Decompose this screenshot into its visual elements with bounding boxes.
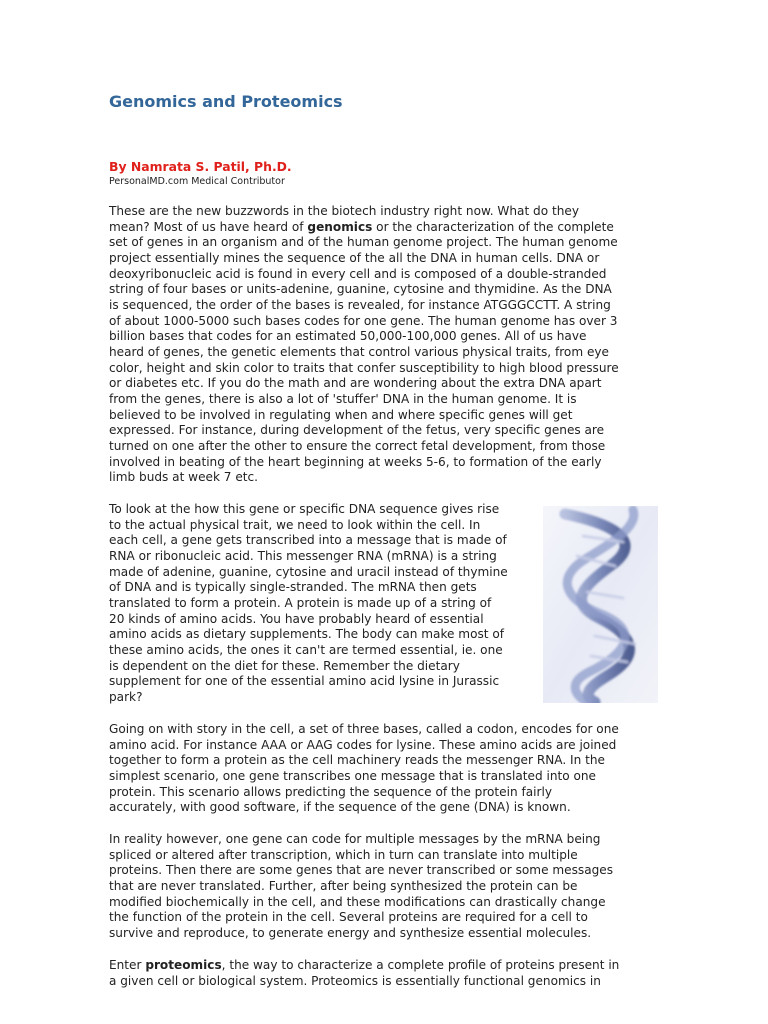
text-run: to the actual physical trait, we need to look within the cell. In xyxy=(109,517,481,532)
text-run: set of genes in an organism and of the human genome project. The human genome xyxy=(109,235,618,250)
author-byline: By Namrata S. Patil, Ph.D. xyxy=(109,159,292,174)
text-line xyxy=(109,267,619,283)
text-run: limb buds at week 7 etc. xyxy=(109,470,259,485)
text-run: of DNA and is typically single-stranded. The mRNA then gets xyxy=(109,580,477,595)
paragraph-intro xyxy=(109,204,619,486)
text-run: string of four bases or units-adenine, guanine, cytosine and thymidine. As the DNA xyxy=(109,282,612,297)
text-run: To look at the how this gene or specific DNA sequence gives rise xyxy=(109,502,500,516)
text-run: made of adenine, guanine, cytosine and uracil instead of thymine xyxy=(109,564,508,579)
text-run: modified biochemically in the cell, and these modifications can drastically change xyxy=(109,894,606,909)
text-line xyxy=(109,580,508,596)
text-line xyxy=(109,722,619,738)
text-line xyxy=(109,314,619,330)
text-line xyxy=(109,329,619,345)
text-line xyxy=(109,800,619,816)
text-line xyxy=(109,832,613,848)
text-run: is dependent on the diet for these. Remember the dietary xyxy=(109,658,460,673)
text-line xyxy=(109,565,508,581)
text-run: expressed. For instance, during development of the fetus, very specific genes are xyxy=(109,423,605,438)
text-run: heard of genes, the genetic elements that control various physical traits, from eye xyxy=(109,344,609,359)
text-run: In reality however, one gene can code for multiple messages by the mRNA being xyxy=(109,832,601,846)
text-line xyxy=(109,251,619,267)
text-run: 20 kinds of amino acids. You have probably heard of essential xyxy=(109,611,484,626)
text-run: These are the new buzzwords in the biotech industry right now. What do they xyxy=(109,204,579,218)
text-run: or diabetes etc. If you do the math and are wondering about the extra DNA apart xyxy=(109,376,602,391)
text-line xyxy=(109,690,508,706)
text-run: simplest scenario, one gene transcribes one message that is translated into one xyxy=(109,768,596,783)
text-run: survive and reproduce, to generate energy and synthesize essential molecules. xyxy=(109,925,592,940)
text-line xyxy=(109,439,619,455)
text-line xyxy=(109,848,613,864)
text-line xyxy=(109,361,619,377)
text-run: accurately, with good software, if the sequence of the gene (DNA) is known. xyxy=(109,800,571,815)
text-run: protein. This scenario allows predicting the sequence of the protein fairly xyxy=(109,784,552,799)
text-line xyxy=(109,612,508,628)
text-line xyxy=(109,235,619,251)
text-run: supplement for one of the essential amino acid lysine in Jurassic xyxy=(109,674,500,689)
text-run: is sequenced, the order of the bases is revealed, for instance ATGGGCCTT. A string xyxy=(109,297,611,312)
text-run: each cell, a gene gets transcribed into a message that is made of xyxy=(109,533,507,548)
text-run: from the genes, there is also a lot of 'stuffer' DNA in the human genome. It is xyxy=(109,391,577,406)
text-run: of about 1000-5000 such bases codes for one gene. The human genome has over 3 xyxy=(109,313,618,328)
text-line xyxy=(109,753,619,769)
text-run: project essentially mines the sequence of the all the DNA in human cells. DNA or xyxy=(109,250,600,265)
paragraph-reality xyxy=(109,832,613,942)
bold-term: genomics xyxy=(307,219,373,234)
text-run: amino acids as dietary supplements. The body can make most of xyxy=(109,627,505,642)
text-run: spliced or altered after transcription, which in turn can translate into multiple xyxy=(109,847,578,862)
text-line xyxy=(109,769,619,785)
text-line xyxy=(109,627,508,643)
text-line xyxy=(109,958,619,974)
text-run: these amino acids, the ones it can't are termed essential, ie. one xyxy=(109,642,503,657)
text-line xyxy=(109,659,508,675)
text-run: or the characterization of the complete xyxy=(372,219,614,234)
text-run: believed to be involved in regulating when and where specific genes will get xyxy=(109,407,573,422)
text-run: turned on one after the other to ensure the correct fetal development, from those xyxy=(109,438,606,453)
text-run: billion bases that codes for an estimated 50,000-100,000 genes. All of us have xyxy=(109,329,587,344)
text-line xyxy=(109,643,508,659)
text-line xyxy=(109,785,619,801)
text-run: involved in beating of the heart beginning at weeks 5-6, to formation of the early xyxy=(109,454,602,469)
text-run: amino acid. For instance AAA or AAG codes for lysine. These amino acids are joined xyxy=(109,737,617,752)
author-affiliation: PersonalMD.com Medical Contributor xyxy=(109,176,285,187)
text-line xyxy=(109,408,619,424)
dna-double-helix-icon xyxy=(543,506,658,703)
text-line xyxy=(109,345,619,361)
paragraph-proteomics xyxy=(109,958,619,989)
text-run: park? xyxy=(109,689,143,704)
bold-term: proteomics xyxy=(145,958,222,972)
text-run: proteins. Then there are some genes that are never transcribed or some messages xyxy=(109,863,614,878)
text-line xyxy=(109,298,619,314)
text-line xyxy=(109,502,508,518)
text-line xyxy=(109,376,619,392)
text-line xyxy=(109,282,619,298)
text-run: Going on with story in the cell, a set of three bases, called a codon, encodes for one xyxy=(109,722,619,736)
text-run: , the way to characterize a complete profile of proteins present in xyxy=(221,958,620,972)
text-line xyxy=(109,549,508,565)
text-line xyxy=(109,518,508,534)
text-line xyxy=(109,455,619,471)
text-line xyxy=(109,596,508,612)
text-line xyxy=(109,204,619,220)
text-line xyxy=(109,910,613,926)
text-run: together to form a protein as the cell machinery reads the messenger RNA. In the xyxy=(109,753,605,768)
text-line xyxy=(109,738,619,754)
text-line xyxy=(109,220,619,236)
paragraph-codons xyxy=(109,722,619,816)
text-line xyxy=(109,895,613,911)
text-run: the function of the protein in the cell. Several proteins are required for a cell to xyxy=(109,910,588,925)
text-run: translated to form a protein. A protein is made up of a string of xyxy=(109,595,492,610)
text-run: a given cell or biological system. Proteomics is essentially functional genomics in xyxy=(109,973,601,988)
text-line xyxy=(109,974,619,990)
text-run: deoxyribonucleic acid is found in every cell and is composed of a double-stranded xyxy=(109,266,607,281)
text-line xyxy=(109,423,619,439)
paragraph-transcription xyxy=(109,502,508,706)
text-run: mean? Most of us have heard of xyxy=(109,219,308,234)
text-line xyxy=(109,879,613,895)
text-line xyxy=(109,674,508,690)
text-line xyxy=(109,470,619,486)
text-line xyxy=(109,926,613,942)
text-line xyxy=(109,392,619,408)
text-run: color, height and skin color to traits that confer susceptibility to high blood pressure xyxy=(109,360,619,375)
text-run: RNA or ribonucleic acid. This messenger RNA (mRNA) is a string xyxy=(109,548,497,563)
text-line xyxy=(109,863,613,879)
article-title: Genomics and Proteomics xyxy=(109,92,343,111)
text-line xyxy=(109,533,508,549)
text-run: Enter xyxy=(109,958,146,972)
text-run: that are never translated. Further, after being synthesized the protein can be xyxy=(109,878,578,893)
